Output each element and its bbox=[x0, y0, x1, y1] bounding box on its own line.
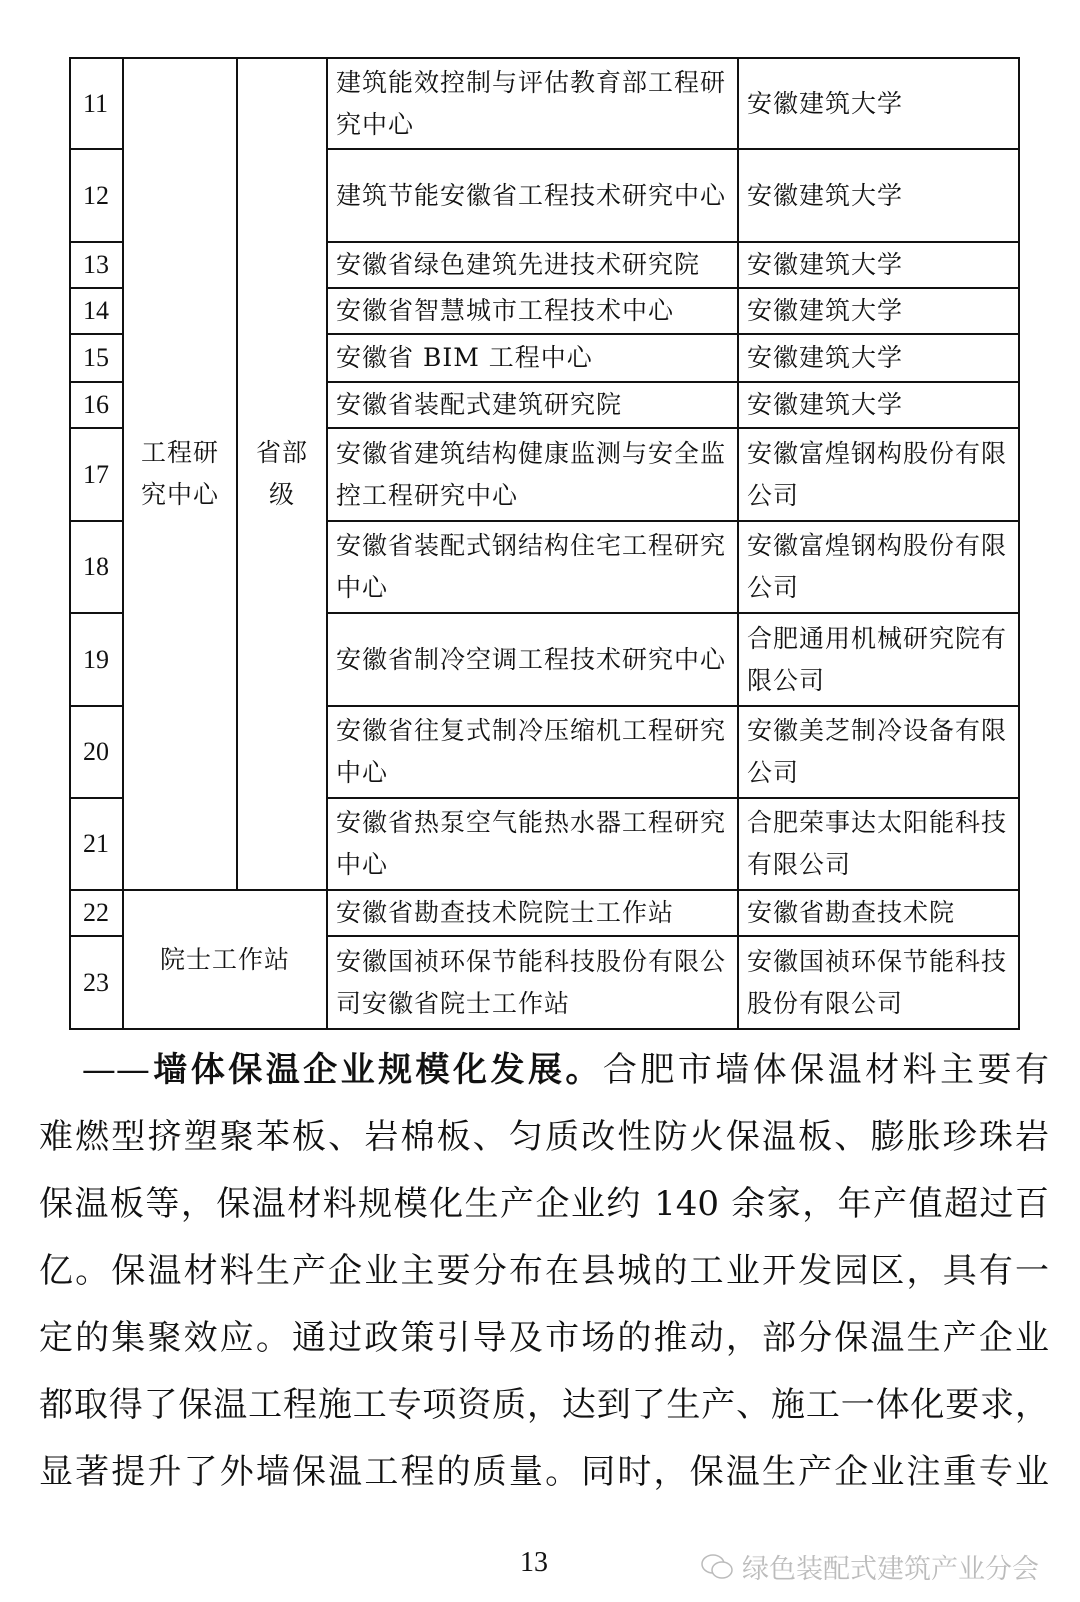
paragraph-line: 显著提升了外墙保温工程的质量。同时，保温生产企业注重专业 bbox=[39, 1452, 1049, 1492]
center-name: 安徽省勘查技术院院士工作站 bbox=[327, 890, 738, 936]
center-name: 安徽省绿色建筑先进技术研究院 bbox=[327, 242, 738, 288]
organization: 安徽建筑大学 bbox=[738, 242, 1019, 288]
row-number: 14 bbox=[70, 288, 123, 334]
row-number: 19 bbox=[70, 613, 123, 706]
category-cell: 工程研究中心 bbox=[123, 58, 237, 890]
paragraph-heading: 墙体保温企业规模化发展。 bbox=[149, 1050, 603, 1090]
paragraph-line bbox=[39, 1037, 1049, 1104]
center-name: 安徽省装配式钢结构住宅工程研究中心 bbox=[327, 521, 738, 613]
paragraph-line: 亿。保温材料生产企业主要分布在县城的工业开发园区，具有一 bbox=[39, 1251, 1049, 1291]
row-number: 13 bbox=[70, 242, 123, 288]
organization: 安徽富煌钢构股份有限公司 bbox=[738, 428, 1019, 521]
level-cell: 省部级 bbox=[237, 58, 327, 890]
organization: 安徽国祯环保节能科技股份有限公司 bbox=[738, 936, 1019, 1029]
table-row bbox=[70, 890, 1019, 936]
organization: 安徽建筑大学 bbox=[738, 58, 1019, 149]
center-name: 安徽国祯环保节能科技股份有限公司安徽省院士工作站 bbox=[327, 936, 738, 1029]
center-name: 安徽省往复式制冷压缩机工程研究中心 bbox=[327, 706, 738, 798]
organization: 安徽建筑大学 bbox=[738, 288, 1019, 334]
row-number: 23 bbox=[70, 936, 123, 1029]
paragraph-line: 定的集聚效应。通过政策引导及市场的推动，部分保温生产企业 bbox=[39, 1318, 1049, 1358]
organization: 安徽美芝制冷设备有限公司 bbox=[738, 706, 1019, 798]
dash-lead: —— bbox=[81, 1050, 150, 1090]
organization: 安徽省勘查技术院 bbox=[738, 890, 1019, 936]
paragraph-line: 难燃型挤塑聚苯板、岩棉板、匀质改性防火保温板、膨胀珍珠岩 bbox=[39, 1117, 1049, 1157]
wechat-icon bbox=[700, 1553, 734, 1581]
organization: 安徽富煌钢构股份有限公司 bbox=[738, 521, 1019, 613]
row-number: 11 bbox=[70, 58, 123, 149]
center-name: 安徽省 BIM 工程中心 bbox=[327, 334, 738, 382]
watermark-text: 绿色装配式建筑产业分会 bbox=[742, 1554, 1039, 1585]
center-name: 建筑能效控制与评估教育部工程研究中心 bbox=[327, 58, 738, 149]
organization: 安徽建筑大学 bbox=[738, 382, 1019, 428]
center-name: 建筑节能安徽省工程技术研究中心 bbox=[327, 149, 738, 242]
center-name: 安徽省智慧城市工程技术中心 bbox=[327, 288, 738, 334]
row-number: 18 bbox=[70, 521, 123, 613]
paragraph-line: 保温板等，保温材料规模化生产企业约 140 余家，年产值超过百 bbox=[39, 1184, 1049, 1224]
organization: 安徽建筑大学 bbox=[738, 334, 1019, 382]
organization: 合肥荣事达太阳能科技有限公司 bbox=[738, 798, 1019, 890]
table-row bbox=[70, 58, 1019, 149]
row-number: 20 bbox=[70, 706, 123, 798]
paragraph-text: 合肥市墙体保温材料主要有 bbox=[602, 1050, 1049, 1090]
page-number: 13 bbox=[520, 1547, 548, 1578]
row-number: 22 bbox=[70, 890, 123, 936]
organization: 合肥通用机械研究院有限公司 bbox=[738, 613, 1019, 706]
row-number: 16 bbox=[70, 382, 123, 428]
paragraph-line: 都取得了保温工程施工专项资质，达到了生产、施工一体化要求， bbox=[39, 1385, 1049, 1425]
center-name: 安徽省热泵空气能热水器工程研究中心 bbox=[327, 798, 738, 890]
organization: 安徽建筑大学 bbox=[738, 149, 1019, 242]
center-name: 安徽省装配式建筑研究院 bbox=[327, 382, 738, 428]
row-number: 15 bbox=[70, 334, 123, 382]
wechat-watermark bbox=[700, 1547, 1039, 1586]
research-center-table bbox=[69, 57, 1020, 1030]
row-number: 12 bbox=[70, 149, 123, 242]
body-paragraph bbox=[39, 1037, 1049, 1506]
category-cell: 院士工作站 bbox=[123, 890, 327, 1029]
center-name: 安徽省建筑结构健康监测与安全监控工程研究中心 bbox=[327, 428, 738, 521]
row-number: 21 bbox=[70, 798, 123, 890]
center-name: 安徽省制冷空调工程技术研究中心 bbox=[327, 613, 738, 706]
row-number: 17 bbox=[70, 428, 123, 521]
